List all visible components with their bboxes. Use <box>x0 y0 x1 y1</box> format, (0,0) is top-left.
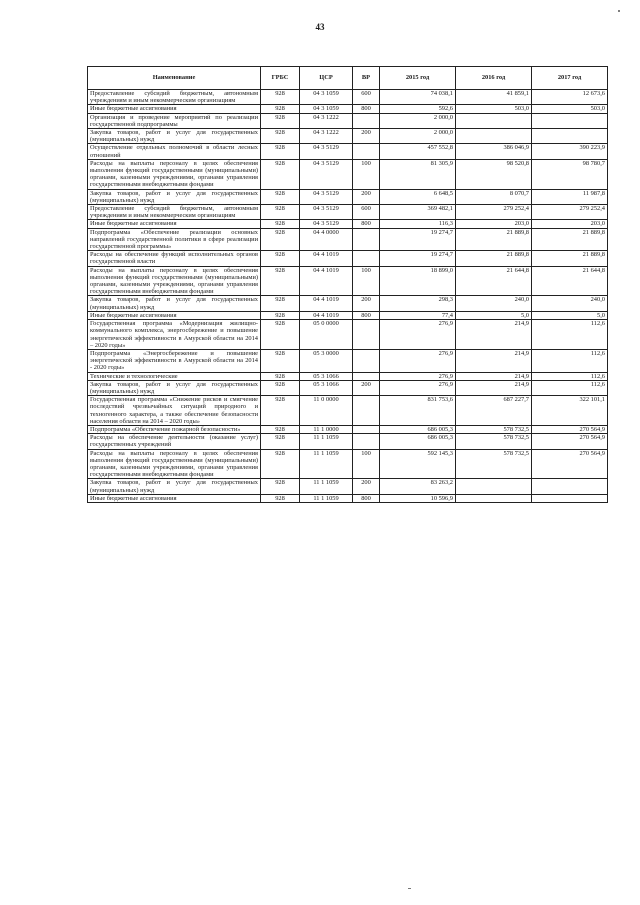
cell-name: Организация и проведение мероприятий по реализации государственной подпрограммы <box>88 113 261 128</box>
cell-2015: 686 005,3 <box>380 434 456 449</box>
cell-vr: 800 <box>353 105 380 113</box>
cell-2015: 116,3 <box>380 220 456 228</box>
cell-vr: 200 <box>353 380 380 395</box>
cell-2015: 2 000,0 <box>380 129 456 144</box>
table-row <box>88 479 608 494</box>
cell-2016: 41 859,1 <box>456 90 532 105</box>
cell-2016: 203,0 <box>456 220 532 228</box>
table-row <box>88 425 608 433</box>
cell-2016: 214,9 <box>456 320 532 350</box>
cell-csr: 11 1 0000 <box>300 425 353 433</box>
cell-name: Технические и технологические <box>88 372 261 380</box>
cell-2017 <box>532 479 608 494</box>
header-grbs: ГРБС <box>261 67 300 90</box>
cell-2016: 21 889,8 <box>456 228 532 251</box>
cell-grbs: 928 <box>261 434 300 449</box>
cell-2015: 686 005,3 <box>380 425 456 433</box>
cell-2016: 214,9 <box>456 372 532 380</box>
cell-grbs: 928 <box>261 113 300 128</box>
cell-grbs: 928 <box>261 90 300 105</box>
cell-name: Расходы на выплаты персоналу в целях обеспечения выполнения функций государственными (муниципальными) органами, казенными учреждениями, органами управления государственными внебюджетными фондами <box>88 266 261 296</box>
cell-2017 <box>532 113 608 128</box>
cell-2017: 279 252,4 <box>532 205 608 220</box>
cell-2017: 98 780,7 <box>532 159 608 189</box>
cell-name: Закупка товаров, работ и услуг для государственных (муниципальных) нужд <box>88 189 261 204</box>
cell-name: Подпрограмма «Обеспечение пожарной безопасности» <box>88 425 261 433</box>
cell-name: Закупка товаров, работ и услуг для государственных (муниципальных) нужд <box>88 296 261 311</box>
cell-grbs: 928 <box>261 311 300 319</box>
cell-grbs: 928 <box>261 266 300 296</box>
cell-csr: 04 3 5129 <box>300 189 353 204</box>
cell-grbs: 928 <box>261 105 300 113</box>
cell-name: Закупка товаров, работ и услуг для государственных (муниципальных) нужд <box>88 380 261 395</box>
table-row <box>88 90 608 105</box>
cell-csr: 04 3 1059 <box>300 90 353 105</box>
cell-csr: 11 1 1059 <box>300 449 353 479</box>
cell-vr: 100 <box>353 449 380 479</box>
cell-grbs: 928 <box>261 479 300 494</box>
cell-grbs: 928 <box>261 129 300 144</box>
cell-vr <box>353 144 380 159</box>
cell-2015: 2 000,0 <box>380 113 456 128</box>
cell-csr: 04 4 1019 <box>300 251 353 266</box>
cell-2015: 6 648,5 <box>380 189 456 204</box>
cell-2015: 81 305,9 <box>380 159 456 189</box>
cell-grbs: 928 <box>261 228 300 251</box>
cell-2017: 21 889,8 <box>532 251 608 266</box>
cell-2016: 279 252,4 <box>456 205 532 220</box>
table-row <box>88 320 608 350</box>
cell-name: Расходы на выплаты персоналу в целях обеспечения выполнения функций государственными (муниципальными) органами, казенными учреждениями, органами управления государственными внебюджетными фондами <box>88 159 261 189</box>
cell-2017: 203,0 <box>532 220 608 228</box>
cell-2017: 322 101,1 <box>532 396 608 426</box>
cell-name: Государственная программа «Модернизация жилищно-коммунального комплекса, энергосбережение и повышение энергетической эффективности в Амурской области на 2014 – 2020 годы» <box>88 320 261 350</box>
cell-vr: 200 <box>353 479 380 494</box>
cell-2015: 18 899,0 <box>380 266 456 296</box>
cell-2017: 11 987,8 <box>532 189 608 204</box>
cell-csr: 04 4 1019 <box>300 296 353 311</box>
cell-grbs: 928 <box>261 220 300 228</box>
cell-2017: 5,0 <box>532 311 608 319</box>
table-row <box>88 266 608 296</box>
cell-vr <box>353 396 380 426</box>
header-csr: ЦСР <box>300 67 353 90</box>
cell-name: Подпрограмма «Энергосбережение и повышение энергетической эффективности в Амурской области на 2014 - 2020 годы» <box>88 349 261 372</box>
cell-vr: 100 <box>353 266 380 296</box>
table-row <box>88 105 608 113</box>
cell-2017: 390 223,9 <box>532 144 608 159</box>
cell-csr: 04 3 5129 <box>300 220 353 228</box>
cell-vr: 800 <box>353 220 380 228</box>
cell-2016: 214,9 <box>456 349 532 372</box>
cell-2016: 578 732,5 <box>456 449 532 479</box>
table-row <box>88 494 608 502</box>
cell-2017 <box>532 129 608 144</box>
cell-2015: 831 753,6 <box>380 396 456 426</box>
cell-grbs: 928 <box>261 380 300 395</box>
cell-csr: 11 0 0000 <box>300 396 353 426</box>
table-row <box>88 449 608 479</box>
cell-csr: 04 3 1222 <box>300 129 353 144</box>
cell-grbs: 928 <box>261 296 300 311</box>
scan-speck <box>618 10 620 12</box>
cell-2017: 112,6 <box>532 380 608 395</box>
cell-2015: 298,3 <box>380 296 456 311</box>
cell-grbs: 928 <box>261 396 300 426</box>
cell-vr: 200 <box>353 129 380 144</box>
cell-grbs: 928 <box>261 372 300 380</box>
cell-csr: 04 4 1019 <box>300 266 353 296</box>
cell-2015: 592 145,3 <box>380 449 456 479</box>
table-row <box>88 372 608 380</box>
cell-csr: 05 3 1066 <box>300 372 353 380</box>
cell-name: Иные бюджетные ассигнования <box>88 105 261 113</box>
header-vr: ВР <box>353 67 380 90</box>
cell-vr: 600 <box>353 205 380 220</box>
cell-name: Предоставление субсидий бюджетным, автономным учреждениям и иным некоммерческим организациям <box>88 90 261 105</box>
cell-2015: 369 482,1 <box>380 205 456 220</box>
cell-csr: 05 3 0000 <box>300 349 353 372</box>
cell-csr: 11 1 1059 <box>300 434 353 449</box>
cell-csr: 04 4 1019 <box>300 311 353 319</box>
table-row <box>88 189 608 204</box>
cell-csr: 05 0 0000 <box>300 320 353 350</box>
cell-name: Предоставление субсидий бюджетным, автономным учреждениям и иным некоммерческим организациям <box>88 205 261 220</box>
table-row <box>88 144 608 159</box>
cell-2016 <box>456 494 532 502</box>
cell-2017: 270 564,9 <box>532 449 608 479</box>
cell-vr <box>353 349 380 372</box>
cell-csr: 11 1 1059 <box>300 479 353 494</box>
header-name: Наименование <box>88 67 261 90</box>
cell-2015: 276,9 <box>380 380 456 395</box>
cell-2015: 592,6 <box>380 105 456 113</box>
cell-vr <box>353 434 380 449</box>
cell-2016 <box>456 479 532 494</box>
cell-2016 <box>456 113 532 128</box>
cell-2016: 21 644,8 <box>456 266 532 296</box>
table-header-row <box>88 67 608 90</box>
table-row <box>88 311 608 319</box>
cell-name: Расходы на обеспечение деятельности (оказание услуг) государственных учреждений <box>88 434 261 449</box>
cell-name: Иные бюджетные ассигнования <box>88 494 261 502</box>
cell-2016: 578 732,5 <box>456 425 532 433</box>
budget-table <box>87 66 608 503</box>
header-2016: 2016 год <box>456 67 532 90</box>
cell-2017: 112,6 <box>532 372 608 380</box>
cell-2016: 98 520,8 <box>456 159 532 189</box>
cell-grbs: 928 <box>261 189 300 204</box>
cell-2015: 276,9 <box>380 349 456 372</box>
cell-2017: 112,6 <box>532 349 608 372</box>
cell-2016: 687 227,7 <box>456 396 532 426</box>
cell-2017: 21 889,8 <box>532 228 608 251</box>
cell-2017: 240,0 <box>532 296 608 311</box>
table-row <box>88 113 608 128</box>
cell-2016: 240,0 <box>456 296 532 311</box>
cell-2017 <box>532 494 608 502</box>
cell-2016: 5,0 <box>456 311 532 319</box>
cell-name: Иные бюджетные ассигнования <box>88 311 261 319</box>
cell-vr: 200 <box>353 189 380 204</box>
page-number: 43 <box>315 22 325 32</box>
cell-grbs: 928 <box>261 494 300 502</box>
cell-grbs: 928 <box>261 251 300 266</box>
cell-grbs: 928 <box>261 449 300 479</box>
cell-csr: 04 3 1222 <box>300 113 353 128</box>
cell-csr: 04 3 1059 <box>300 105 353 113</box>
cell-vr <box>353 113 380 128</box>
cell-name: Осуществление отдельных полномочий в области лесных отношений <box>88 144 261 159</box>
cell-grbs: 928 <box>261 159 300 189</box>
cell-csr: 04 3 5129 <box>300 205 353 220</box>
cell-2016: 214,9 <box>456 380 532 395</box>
cell-name: Иные бюджетные ассигнования <box>88 220 261 228</box>
cell-vr <box>353 320 380 350</box>
cell-2017: 12 673,6 <box>532 90 608 105</box>
cell-name: Расходы на выплаты персоналу в целях обеспечения выполнения функций государственными (муниципальными) органами, казенными учреждениями, органами управления государственными внебюджетными фондами <box>88 449 261 479</box>
table-row <box>88 228 608 251</box>
cell-2015: 77,4 <box>380 311 456 319</box>
cell-2017: 270 564,9 <box>532 434 608 449</box>
cell-grbs: 928 <box>261 320 300 350</box>
scan-dash <box>408 888 411 889</box>
cell-vr: 800 <box>353 311 380 319</box>
cell-vr <box>353 372 380 380</box>
cell-vr: 600 <box>353 90 380 105</box>
cell-name: Закупка товаров, работ и услуг для государственных (муниципальных) нужд <box>88 479 261 494</box>
cell-csr: 04 3 5129 <box>300 159 353 189</box>
table-row <box>88 220 608 228</box>
cell-csr: 05 3 1066 <box>300 380 353 395</box>
table-row <box>88 349 608 372</box>
cell-2016: 503,0 <box>456 105 532 113</box>
table-body <box>88 90 608 503</box>
cell-2017: 503,0 <box>532 105 608 113</box>
cell-vr: 800 <box>353 494 380 502</box>
cell-2015: 19 274,7 <box>380 251 456 266</box>
cell-2015: 74 038,1 <box>380 90 456 105</box>
cell-csr: 04 3 5129 <box>300 144 353 159</box>
cell-grbs: 928 <box>261 205 300 220</box>
table-row <box>88 251 608 266</box>
cell-name: Подпрограмма «Обеспечение реализации основных направлений государственной политики в сфере реализации государственной программы» <box>88 228 261 251</box>
cell-vr <box>353 228 380 251</box>
cell-csr: 04 4 0000 <box>300 228 353 251</box>
cell-2016: 8 070,7 <box>456 189 532 204</box>
table-row <box>88 434 608 449</box>
table-row <box>88 396 608 426</box>
cell-csr: 11 1 1059 <box>300 494 353 502</box>
cell-name: Закупка товаров, работ и услуг для государственных (муниципальных) нужд <box>88 129 261 144</box>
cell-2016 <box>456 129 532 144</box>
cell-vr <box>353 251 380 266</box>
cell-vr: 100 <box>353 159 380 189</box>
cell-name: Расходы на обеспечение функций исполнительных органов государственной власти <box>88 251 261 266</box>
cell-2015: 83 263,2 <box>380 479 456 494</box>
cell-2017: 21 644,8 <box>532 266 608 296</box>
cell-2016: 386 046,9 <box>456 144 532 159</box>
header-2015: 2015 год <box>380 67 456 90</box>
table-row <box>88 296 608 311</box>
cell-name: Государственная программа «Снижение рисков и смягчение последствий чрезвычайных ситуаций природного и техногенного характера, а также обеспечение безопасности населения области на 2014 – 2020 годы» <box>88 396 261 426</box>
table-row <box>88 159 608 189</box>
cell-vr: 200 <box>353 296 380 311</box>
cell-grbs: 928 <box>261 425 300 433</box>
cell-2015: 10 596,9 <box>380 494 456 502</box>
cell-2015: 19 274,7 <box>380 228 456 251</box>
table-row <box>88 380 608 395</box>
cell-2017: 112,6 <box>532 320 608 350</box>
cell-vr <box>353 425 380 433</box>
header-2017: 2017 год <box>532 67 608 90</box>
cell-grbs: 928 <box>261 144 300 159</box>
cell-2016: 21 889,8 <box>456 251 532 266</box>
cell-2015: 276,9 <box>380 320 456 350</box>
cell-2017: 270 564,9 <box>532 425 608 433</box>
table-row <box>88 205 608 220</box>
cell-2015: 457 552,8 <box>380 144 456 159</box>
cell-2016: 578 732,5 <box>456 434 532 449</box>
cell-2015: 276,9 <box>380 372 456 380</box>
cell-grbs: 928 <box>261 349 300 372</box>
table-row <box>88 129 608 144</box>
